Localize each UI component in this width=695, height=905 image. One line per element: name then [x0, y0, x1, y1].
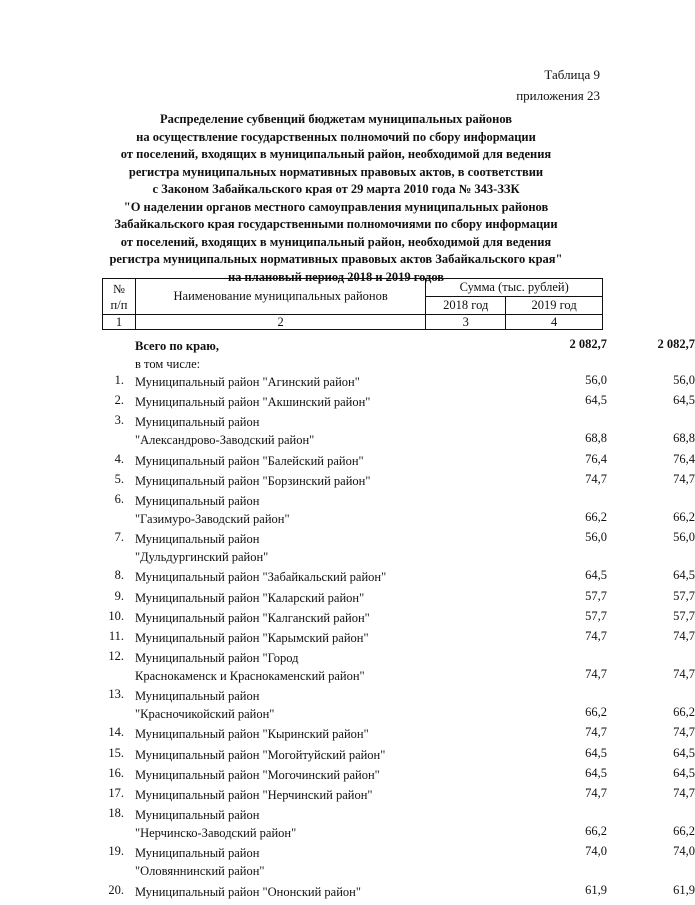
district-name-line: Муниципальный район "Кыринский район" [135, 727, 369, 742]
value-2018: 74,7 [585, 725, 607, 740]
table-row [102, 413, 695, 451]
title-line: Распределение субвенций бюджетам муниципальных районов [159, 112, 513, 126]
table-row [102, 373, 695, 393]
row-number: 18. [108, 806, 124, 821]
value-2018: 56,0 [585, 373, 607, 387]
district-name-line: Муниципальный район "Балейский район" [135, 453, 364, 468]
header-year-2018: 2018 год [426, 297, 506, 315]
title-line: от поселений, входящих в муниципальный район, необходимой для ведения [120, 147, 552, 161]
row-number: 10. [108, 608, 124, 623]
header-name: Наименование муниципальных районов [135, 279, 425, 315]
total-sublabel: в том числе: [135, 357, 201, 371]
value-2018: 66,2 [585, 824, 607, 839]
title-line: регистра муниципальных нормативных правовых актов, в соответствии [128, 164, 544, 179]
value-2018: 66,2 [585, 509, 607, 524]
district-name-line: Муниципальный район "Карымский район" [135, 630, 369, 645]
header-sum: Сумма (тыс. рублей) [426, 279, 603, 297]
table-row [102, 393, 695, 413]
district-name [135, 844, 425, 880]
district-name-line: Муниципальный район "Город [135, 651, 299, 666]
district-name-line: Муниципальный район [135, 532, 260, 547]
value-2018: 64,5 [585, 765, 607, 780]
table-row [102, 649, 695, 687]
row-number: 17. [108, 786, 124, 800]
row-number: 16. [108, 765, 124, 780]
table-row [102, 628, 695, 649]
table-row [102, 882, 695, 903]
row-number: 3. [114, 413, 124, 428]
total-subrow [102, 355, 603, 373]
district-name-line: Муниципальный район "Нерчинский район" [135, 788, 373, 802]
row-number: 5. [114, 471, 124, 486]
district-name-line: Муниципальный район [135, 689, 260, 704]
table-row [102, 451, 695, 472]
title-line: регистра муниципальных нормативных правовых актов Забайкальского края" [109, 252, 563, 266]
value-2019: 66,2 [673, 509, 695, 524]
table-row [102, 608, 695, 629]
appendix-reference: приложения 23 [516, 88, 600, 103]
district-name [135, 530, 425, 566]
district-name [135, 472, 425, 490]
district-name-line: "Александрово-Заводский район" [135, 433, 315, 448]
table-body [102, 337, 695, 903]
table-row [102, 765, 695, 786]
table-row [102, 786, 695, 806]
district-name [135, 373, 425, 391]
total-row [102, 337, 695, 355]
document-title [70, 111, 602, 286]
district-name-line: Муниципальный район "Борзинский район" [135, 473, 371, 488]
row-number: 13. [108, 687, 124, 702]
value-2019: 57,7 [673, 608, 695, 623]
district-name [135, 687, 425, 723]
value-2019: 64,5 [673, 745, 695, 760]
row-number: 20. [108, 882, 124, 897]
table-row [102, 745, 695, 766]
header-num: № п/п [103, 279, 136, 315]
district-name [135, 725, 425, 743]
total-2019: 2 082,7 [657, 337, 695, 351]
district-name-line: Муниципальный район "Забайкальский район" [135, 570, 387, 585]
district-name-line: Муниципальный район [135, 493, 260, 508]
value-2018: 74,0 [585, 844, 607, 859]
district-name [135, 806, 425, 842]
value-2019: 74,7 [673, 471, 695, 486]
district-name-line: Муниципальный район "Могочинский район" [135, 767, 380, 782]
value-2019: 74,0 [673, 844, 695, 859]
district-name-line: Муниципальный район [135, 846, 260, 861]
district-name [135, 492, 425, 528]
value-2018: 61,9 [585, 882, 607, 897]
title-line: от поселений, входящих в муниципальный район, необходимой для ведения [120, 234, 552, 249]
value-2019: 74,7 [673, 725, 695, 740]
row-number: 1. [114, 373, 124, 387]
value-2018: 64,5 [585, 568, 607, 583]
title-line: на плановый период 2018 и 2019 годов [227, 269, 445, 284]
district-name-line: "Оловяннинский район" [135, 864, 265, 879]
value-2018: 74,7 [585, 628, 607, 643]
col-number: 4 [506, 315, 603, 330]
value-2019: 57,7 [673, 588, 695, 603]
col-number: 2 [135, 315, 425, 330]
title-line: "О наделении органов местного самоуправления муниципальных районов [123, 199, 549, 214]
table-row [102, 806, 695, 844]
row-number: 11. [108, 628, 124, 643]
total-2018: 2 082,7 [569, 337, 607, 351]
value-2018: 68,8 [585, 431, 607, 446]
district-name-line: Муниципальный район "Каларский район" [135, 590, 365, 605]
table-row [102, 844, 695, 882]
row-number: 2. [114, 393, 124, 408]
row-number: 14. [108, 725, 124, 740]
district-name-line: Муниципальный район "Агинский район" [135, 375, 360, 389]
value-2019: 76,4 [673, 451, 695, 466]
value-2018: 74,7 [585, 786, 607, 800]
table-number: Таблица 9 [544, 67, 600, 82]
row-number: 4. [114, 451, 124, 466]
row-number: 8. [114, 568, 124, 583]
district-name-line: Муниципальный район [135, 415, 260, 430]
value-2018: 64,5 [585, 745, 607, 760]
district-name [135, 589, 425, 607]
district-name-line: "Дульдургинский район" [135, 550, 269, 565]
title-line: Забайкальского края государственными полномочиями по сбору информации [114, 217, 558, 231]
table-row [102, 687, 695, 725]
table-row [102, 471, 695, 492]
district-name [135, 452, 425, 470]
value-2019: 61,9 [673, 882, 695, 897]
value-2019: 66,2 [673, 705, 695, 720]
row-number: 19. [108, 844, 124, 859]
value-2018: 57,7 [585, 588, 607, 603]
value-2018: 76,4 [585, 451, 607, 466]
district-name [135, 568, 425, 586]
value-2018: 57,7 [585, 608, 607, 623]
district-name-line: Муниципальный район "Могойтуйский район" [135, 747, 386, 762]
row-number: 6. [114, 491, 124, 506]
table-row [102, 725, 695, 745]
row-number: 15. [108, 745, 124, 760]
col-number: 1 [103, 315, 136, 330]
header-year-2019: 2019 год [506, 297, 603, 315]
district-name-line: Муниципальный район "Ононский район" [135, 884, 361, 899]
title-line: с Законом Забайкальского края от 29 марта 2010 года № 343-ЗЗК [152, 182, 520, 196]
value-2018: 66,2 [585, 705, 607, 720]
district-name [135, 883, 425, 901]
value-2019: 64,5 [673, 568, 695, 583]
col-number: 3 [426, 315, 506, 330]
district-name [135, 609, 425, 627]
table-header [102, 278, 603, 330]
value-2019: 74,7 [673, 667, 695, 682]
value-2018: 64,5 [585, 393, 607, 408]
row-number: 9. [114, 588, 124, 603]
total-label: Всего по краю, [135, 339, 219, 353]
table-row [102, 491, 695, 530]
value-2019: 64,5 [673, 765, 695, 780]
district-name [135, 766, 425, 784]
value-2019: 66,2 [673, 824, 695, 839]
district-name [135, 629, 425, 647]
district-name [135, 393, 425, 411]
value-2019: 74,7 [673, 786, 695, 800]
value-2019: 74,7 [673, 628, 695, 643]
district-name-line: Муниципальный район "Акшинский район" [135, 395, 371, 410]
value-2019: 56,0 [673, 530, 695, 545]
value-2019: 64,5 [673, 393, 695, 408]
row-number: 7. [114, 530, 124, 545]
district-name [135, 746, 425, 764]
district-name-line: "Нерчинско-Заводский район" [135, 826, 297, 841]
value-2018: 74,7 [585, 471, 607, 486]
table-row [102, 530, 695, 568]
value-2018: 74,7 [585, 667, 607, 682]
district-name-line: "Газимуро-Заводский район" [135, 511, 290, 526]
district-name-line: Муниципальный район "Калганский район" [135, 610, 370, 625]
district-name [135, 649, 425, 685]
value-2018: 56,0 [585, 530, 607, 545]
district-name-line: Муниципальный район [135, 808, 260, 823]
value-2019: 56,0 [673, 373, 695, 387]
district-name-line: "Красночикойский район" [135, 707, 275, 722]
table-row [102, 588, 695, 609]
value-2019: 68,8 [673, 431, 695, 446]
district-name [135, 413, 425, 449]
title-line: на осуществление государственных полномочий по сбору информации [136, 129, 536, 144]
row-number: 12. [108, 649, 124, 664]
table-row [102, 568, 695, 588]
district-name-line: Краснокаменск и Краснокаменский район" [135, 669, 365, 684]
district-name [135, 786, 425, 804]
